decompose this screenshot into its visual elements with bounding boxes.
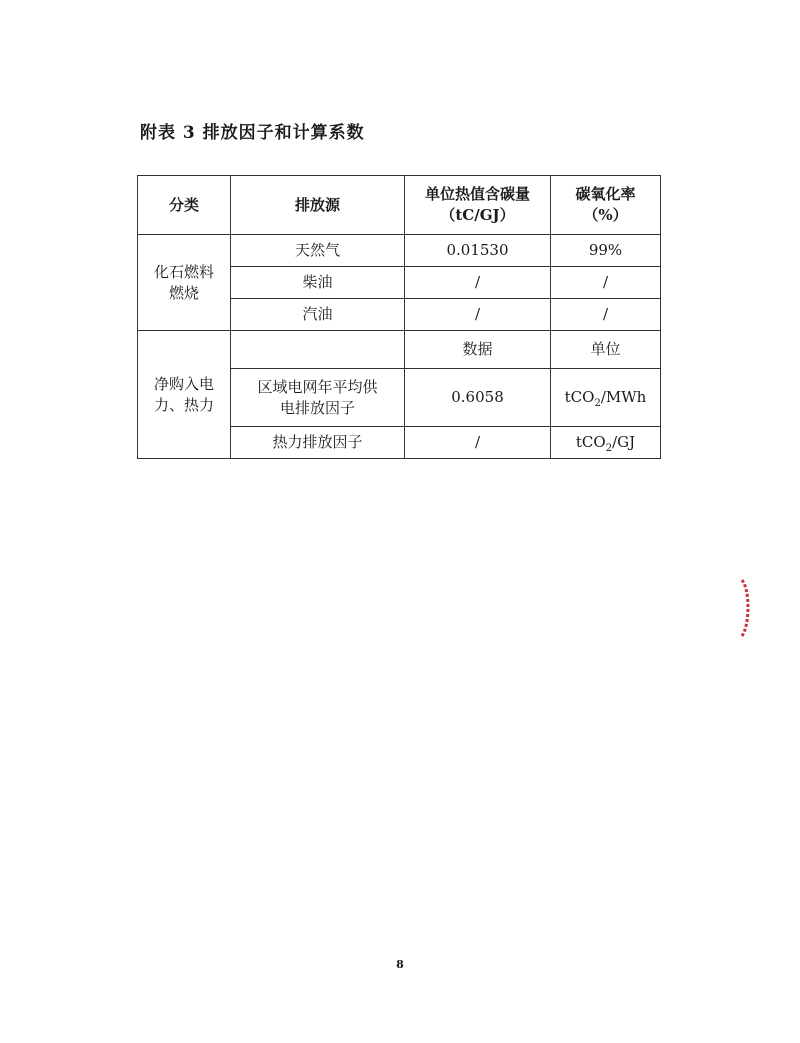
cell-source: 区域电网年平均供 电排放因子 <box>231 369 405 427</box>
table-row <box>138 235 661 267</box>
cell-value-header: 数据 <box>405 331 551 369</box>
group-purchased-power: 净购入电 力、热力 <box>138 331 231 459</box>
header-category: 分类 <box>138 176 231 235</box>
cell-value: / <box>405 427 551 459</box>
cell-source: 柴油 <box>231 267 405 299</box>
red-seal-mark <box>738 578 752 638</box>
cell-source: 热力排放因子 <box>231 427 405 459</box>
cell-oxidation-rate: 99% <box>551 235 661 267</box>
cell-carbon-content: 0.01530 <box>405 235 551 267</box>
cell-unit: tCO$_2$/MWh <box>551 369 661 427</box>
cell-unit: tCO$_2$/GJ <box>551 427 661 459</box>
header-source: 排放源 <box>231 176 405 235</box>
cell-value: 0.6058 <box>405 369 551 427</box>
cell-carbon-content: / <box>405 299 551 331</box>
cell-source: 天然气 <box>231 235 405 267</box>
page-number: 8 <box>396 958 404 971</box>
table-subheader-row <box>138 331 661 369</box>
cell-oxidation-rate: / <box>551 299 661 331</box>
cell-carbon-content: / <box>405 267 551 299</box>
cell-oxidation-rate: / <box>551 267 661 299</box>
table-header-row <box>138 176 661 235</box>
group-fossil-fuel: 化石燃料 燃烧 <box>138 235 231 331</box>
emission-factor-table <box>137 175 661 459</box>
table-caption: 附表 3 排放因子和计算系数 <box>140 123 365 143</box>
cell-unit-header: 单位 <box>551 331 661 369</box>
header-oxidation-rate: 碳氧化率 （%） <box>551 176 661 235</box>
cell-source <box>231 331 405 369</box>
header-carbon-content: 单位热值含碳量 （tC/GJ） <box>405 176 551 235</box>
cell-source: 汽油 <box>231 299 405 331</box>
